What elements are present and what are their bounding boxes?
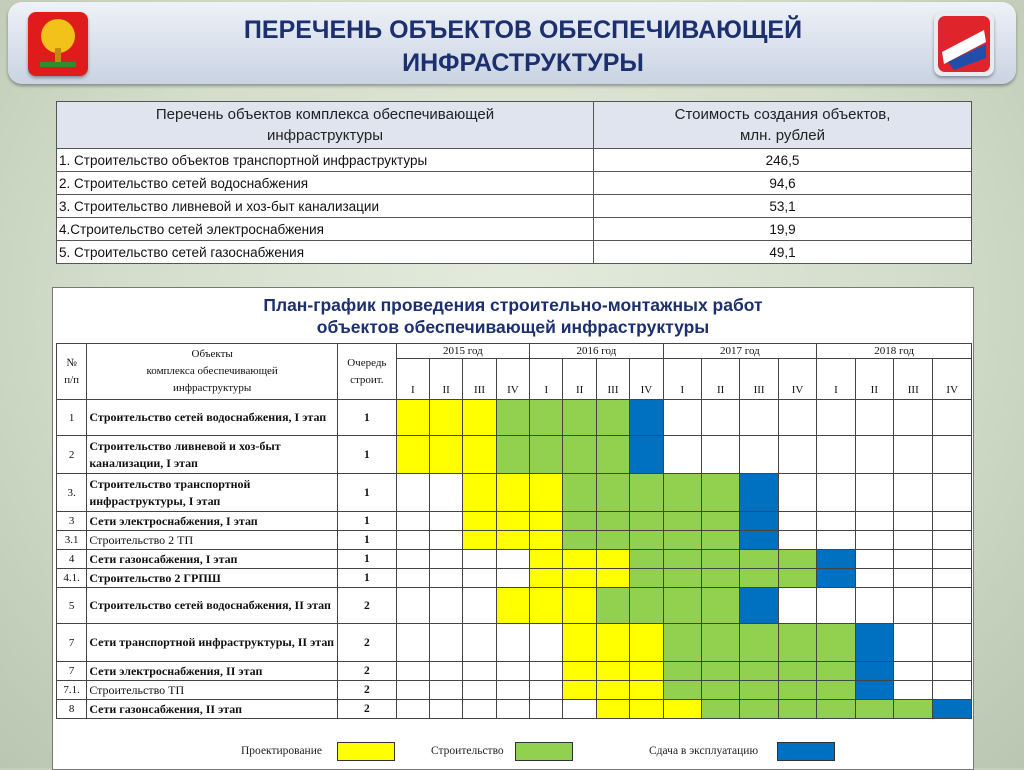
row-object-name: Строительство ТП	[87, 681, 338, 700]
schedule-row	[57, 531, 972, 550]
schedule-cell-empty	[778, 400, 816, 436]
legend-commissioning-label: Сдача в эксплуатацию	[649, 745, 759, 757]
row-order: 1	[338, 569, 397, 588]
quarter-header: I	[530, 359, 563, 400]
schedule-cell-empty	[396, 569, 429, 588]
schedule-cell-construction	[630, 512, 663, 531]
schedule-cell-empty	[855, 550, 893, 569]
schedule-cell-empty	[817, 474, 855, 512]
table-row	[57, 241, 972, 264]
quarter-header: III	[894, 359, 933, 400]
schedule-cell-construction	[496, 400, 529, 436]
cost-row-value: 49,1	[594, 241, 972, 264]
table-row	[57, 195, 972, 218]
schedule-title: План-график проведения строительно-монтажных работ объектов обеспечивающей инфраструктуры	[263, 295, 763, 337]
schedule-cell-empty	[663, 436, 701, 474]
schedule-cell-empty	[894, 662, 933, 681]
row-object-name: Строительство транспортной инфраструктуры, I этап	[87, 474, 338, 512]
schedule-cell-empty	[430, 474, 463, 512]
schedule-cell-empty	[463, 681, 496, 700]
row-number: 4.1.	[57, 569, 87, 588]
schedule-cell-commissioning	[855, 681, 893, 700]
quarter-header: II	[563, 359, 596, 400]
schedule-cell-empty	[855, 531, 893, 550]
schedule-cell-empty	[933, 550, 972, 569]
schedule-cell-empty	[430, 512, 463, 531]
schedule-cell-construction	[630, 531, 663, 550]
row-object-name: Сети электроснабжения, I этап	[87, 512, 338, 531]
schedule-cell-construction	[894, 700, 933, 719]
schedule-cell-design	[630, 681, 663, 700]
schedule-cell-construction	[563, 400, 596, 436]
row-order: 2	[338, 588, 397, 624]
schedule-cell-design	[596, 662, 629, 681]
row-order: 2	[338, 700, 397, 719]
schedule-cell-construction	[663, 512, 701, 531]
schedule-cell-empty	[530, 662, 563, 681]
row-order: 1	[338, 436, 397, 474]
legend	[53, 742, 973, 762]
schedule-cell-commissioning	[933, 700, 972, 719]
schedule-cell-construction	[496, 436, 529, 474]
schedule-cell-construction	[701, 700, 739, 719]
schedule-cell-construction	[596, 474, 629, 512]
quarter-header: I	[396, 359, 429, 400]
cost-row-name: 2. Строительство сетей водоснабжения	[57, 172, 594, 195]
schedule-cell-commissioning	[740, 474, 778, 512]
schedule-cell-empty	[496, 569, 529, 588]
schedule-row	[57, 400, 972, 436]
schedule-cell-construction	[740, 624, 778, 662]
schedule-cell-design	[663, 700, 701, 719]
schedule-cell-design	[630, 700, 663, 719]
schedule-cell-construction	[663, 662, 701, 681]
schedule-cell-empty	[894, 531, 933, 550]
schedule-cell-design	[596, 569, 629, 588]
legend-design-swatch	[337, 742, 395, 761]
schedule-cell-design	[630, 662, 663, 681]
schedule-cell-design	[530, 512, 563, 531]
cost-row-value: 94,6	[594, 172, 972, 195]
schedule-cell-empty	[933, 474, 972, 512]
schedule-cell-empty	[496, 700, 529, 719]
schedule-row	[57, 474, 972, 512]
schedule-cell-commissioning	[740, 512, 778, 531]
row-object-name: Сети транспортной инфраструктуры, II этап	[87, 624, 338, 662]
schedule-cell-empty	[430, 569, 463, 588]
quarter-header: IV	[778, 359, 816, 400]
row-order: 2	[338, 681, 397, 700]
schedule-cell-empty	[740, 400, 778, 436]
schedule-cell-construction	[778, 624, 816, 662]
schedule-cell-empty	[396, 512, 429, 531]
row-number: 7	[57, 624, 87, 662]
schedule-cell-empty	[894, 512, 933, 531]
row-number: 7.1.	[57, 681, 87, 700]
row-order: 1	[338, 474, 397, 512]
schedule-cell-empty	[817, 400, 855, 436]
schedule-cell-design	[596, 681, 629, 700]
quarter-header: I	[663, 359, 701, 400]
schedule-cell-empty	[430, 550, 463, 569]
row-number: 3	[57, 512, 87, 531]
schedule-row	[57, 550, 972, 569]
schedule-cell-empty	[496, 681, 529, 700]
schedule-cell-construction	[663, 588, 701, 624]
schedule-cell-empty	[396, 550, 429, 569]
legend-construction-label: Строительство	[431, 745, 504, 757]
schedule-cell-empty	[933, 624, 972, 662]
schedule-cell-empty	[817, 531, 855, 550]
schedule-cell-construction	[663, 474, 701, 512]
table-row	[57, 149, 972, 172]
schedule-cell-design	[563, 569, 596, 588]
legend-commissioning-swatch	[777, 742, 835, 761]
schedule-cell-commissioning	[630, 400, 663, 436]
row-order: 1	[338, 400, 397, 436]
schedule-cell-empty	[933, 569, 972, 588]
schedule-cell-commissioning	[855, 624, 893, 662]
schedule-cell-commissioning	[740, 531, 778, 550]
schedule-cell-construction	[701, 681, 739, 700]
row-order: 1	[338, 550, 397, 569]
schedule-cell-design	[563, 550, 596, 569]
cost-table-col-objects: Перечень объектов комплекса обеспечивающей инфраструктуры	[57, 102, 594, 149]
schedule-cell-design	[463, 531, 496, 550]
schedule-cell-design	[530, 531, 563, 550]
schedule-cell-empty	[530, 681, 563, 700]
year-header: 2016 год	[530, 344, 663, 359]
row-object-name: Строительство 2 ГРПШ	[87, 569, 338, 588]
schedule-cell-design	[596, 624, 629, 662]
row-object-name: Сети газонсабжения, II этап	[87, 700, 338, 719]
schedule-cell-empty	[855, 588, 893, 624]
schedule-cell-construction	[701, 624, 739, 662]
schedule-cell-empty	[894, 681, 933, 700]
schedule-cell-design	[496, 531, 529, 550]
col-order-header: Очередь строит.	[338, 344, 397, 400]
row-number: 8	[57, 700, 87, 719]
schedule-cell-design	[463, 436, 496, 474]
schedule-cell-construction	[701, 474, 739, 512]
schedule-cell-construction	[701, 662, 739, 681]
schedule-cell-empty	[496, 550, 529, 569]
schedule-cell-empty	[855, 569, 893, 588]
schedule-cell-empty	[396, 531, 429, 550]
schedule-cell-empty	[933, 436, 972, 474]
schedule-cell-construction	[663, 569, 701, 588]
schedule-cell-empty	[894, 436, 933, 474]
title-banner	[8, 2, 1016, 84]
schedule-cell-design	[430, 436, 463, 474]
schedule-row	[57, 436, 972, 474]
schedule-cell-design	[396, 436, 429, 474]
schedule-row	[57, 512, 972, 531]
schedule-cell-empty	[430, 700, 463, 719]
schedule-cell-construction	[701, 588, 739, 624]
schedule-cell-empty	[530, 624, 563, 662]
cost-table-col-cost: Стоимость создания объектов, млн. рублей	[594, 102, 972, 149]
schedule-cell-empty	[778, 531, 816, 550]
legend-construction-swatch	[515, 742, 573, 761]
schedule-cell-empty	[817, 588, 855, 624]
year-header: 2018 год	[817, 344, 972, 359]
schedule-cell-construction	[778, 569, 816, 588]
schedule-cell-construction	[663, 531, 701, 550]
quarter-header: III	[463, 359, 496, 400]
schedule-cell-empty	[701, 400, 739, 436]
schedule-cell-design	[463, 400, 496, 436]
schedule-cell-empty	[396, 681, 429, 700]
schedule-cell-empty	[396, 588, 429, 624]
row-number: 5	[57, 588, 87, 624]
schedule-cell-construction	[778, 700, 816, 719]
schedule-cell-construction	[740, 700, 778, 719]
schedule-cell-construction	[701, 512, 739, 531]
schedule-cell-construction	[778, 550, 816, 569]
schedule-cell-empty	[430, 531, 463, 550]
schedule-cell-design	[496, 474, 529, 512]
schedule-cell-design	[630, 624, 663, 662]
schedule-cell-design	[530, 474, 563, 512]
year-header: 2015 год	[396, 344, 529, 359]
schedule-cell-design	[530, 588, 563, 624]
schedule-cell-empty	[933, 531, 972, 550]
schedule-cell-commissioning	[855, 662, 893, 681]
schedule-cell-design	[496, 588, 529, 624]
schedule-cell-construction	[855, 700, 893, 719]
schedule-cell-design	[430, 400, 463, 436]
schedule-cell-construction	[701, 569, 739, 588]
legend-design-label: Проектирование	[241, 745, 322, 757]
schedule-cell-empty	[430, 588, 463, 624]
schedule-cell-empty	[463, 624, 496, 662]
quarter-header: II	[430, 359, 463, 400]
page-title: ПЕРЕЧЕНЬ ОБЪЕКТОВ ОБЕСПЕЧИВАЮЩЕЙ ИНФРАСТРУКТУРЫ	[243, 16, 803, 77]
lipetsk-coat-of-arms-icon	[28, 12, 88, 76]
table-row	[57, 172, 972, 195]
col-objects-header: Объекты комплекса обеспечивающей инфраструктуры	[87, 344, 338, 400]
schedule-cell-construction	[630, 569, 663, 588]
schedule-cell-empty	[463, 569, 496, 588]
schedule-cell-empty	[563, 700, 596, 719]
schedule-cell-design	[596, 700, 629, 719]
schedule-cell-design	[396, 400, 429, 436]
schedule-cell-design	[596, 550, 629, 569]
schedule-cell-empty	[463, 588, 496, 624]
schedule-cell-empty	[430, 624, 463, 662]
schedule-cell-empty	[430, 681, 463, 700]
row-object-name: Строительство ливневой и хоз-быт канализации, I этап	[87, 436, 338, 474]
schedule-cell-empty	[817, 436, 855, 474]
row-number: 1	[57, 400, 87, 436]
schedule-cell-construction	[778, 681, 816, 700]
schedule-cell-design	[463, 474, 496, 512]
schedule-cell-empty	[855, 512, 893, 531]
schedule-cell-empty	[778, 436, 816, 474]
quarter-header: II	[855, 359, 893, 400]
schedule-cell-construction	[596, 588, 629, 624]
schedule-cell-empty	[933, 400, 972, 436]
schedule-cell-empty	[701, 436, 739, 474]
schedule-cell-empty	[496, 624, 529, 662]
schedule-cell-construction	[630, 474, 663, 512]
table-row	[57, 218, 972, 241]
schedule-cell-design	[563, 588, 596, 624]
quarter-header: IV	[630, 359, 663, 400]
schedule-cell-commissioning	[817, 550, 855, 569]
schedule-cell-construction	[817, 662, 855, 681]
schedule-cell-construction	[740, 550, 778, 569]
schedule-cell-construction	[778, 662, 816, 681]
row-object-name: Сети газонсабжения, I этап	[87, 550, 338, 569]
cost-row-value: 246,5	[594, 149, 972, 172]
schedule-cell-construction	[563, 512, 596, 531]
schedule-cell-empty	[663, 400, 701, 436]
row-order: 1	[338, 531, 397, 550]
year-header: 2017 год	[663, 344, 817, 359]
schedule-cell-design	[530, 550, 563, 569]
schedule-cell-empty	[894, 400, 933, 436]
schedule-cell-construction	[663, 624, 701, 662]
row-object-name: Строительство сетей водоснабжения, II этап	[87, 588, 338, 624]
schedule-cell-construction	[740, 569, 778, 588]
schedule-cell-empty	[396, 474, 429, 512]
schedule-cell-construction	[663, 550, 701, 569]
cost-row-name: 3. Строительство ливневой и хоз-быт канализации	[57, 195, 594, 218]
row-number: 2	[57, 436, 87, 474]
cost-row-value: 53,1	[594, 195, 972, 218]
schedule-cell-empty	[740, 436, 778, 474]
schedule-cell-empty	[430, 662, 463, 681]
schedule-cell-commissioning	[740, 588, 778, 624]
schedule-cell-construction	[663, 681, 701, 700]
schedule-cell-empty	[778, 474, 816, 512]
schedule-cell-construction	[596, 512, 629, 531]
schedule-cell-construction	[817, 624, 855, 662]
quarter-header: III	[596, 359, 629, 400]
schedule-cell-empty	[778, 588, 816, 624]
schedule-cell-empty	[463, 700, 496, 719]
schedule-cell-empty	[933, 588, 972, 624]
quarter-header: III	[740, 359, 778, 400]
quarter-header: I	[817, 359, 855, 400]
row-number: 7	[57, 662, 87, 681]
schedule-cell-empty	[817, 512, 855, 531]
schedule-cell-commissioning	[630, 436, 663, 474]
schedule-cell-empty	[396, 700, 429, 719]
quarter-header: II	[701, 359, 739, 400]
schedule-cell-construction	[701, 550, 739, 569]
quarter-header: IV	[933, 359, 972, 400]
row-order: 2	[338, 624, 397, 662]
schedule-cell-empty	[463, 550, 496, 569]
schedule-cell-empty	[894, 588, 933, 624]
schedule-year-row	[57, 344, 972, 359]
row-number: 4	[57, 550, 87, 569]
row-object-name: Сети электроснабжения, II этап	[87, 662, 338, 681]
schedule-cell-construction	[530, 436, 563, 474]
row-number: 3.1	[57, 531, 87, 550]
schedule-row	[57, 681, 972, 700]
schedule-cell-construction	[701, 531, 739, 550]
schedule-row	[57, 624, 972, 662]
schedule-cell-empty	[778, 512, 816, 531]
row-order: 1	[338, 512, 397, 531]
schedule-cell-design	[563, 624, 596, 662]
schedule-cell-design	[496, 512, 529, 531]
schedule-cell-design	[563, 681, 596, 700]
schedule-cell-empty	[933, 681, 972, 700]
schedule-cell-design	[563, 662, 596, 681]
schedule-cell-empty	[855, 474, 893, 512]
schedule-cell-empty	[396, 624, 429, 662]
quarter-header: IV	[496, 359, 529, 400]
schedule-cell-construction	[596, 436, 629, 474]
schedule-cell-empty	[530, 700, 563, 719]
schedule-cell-construction	[596, 531, 629, 550]
schedule-cell-empty	[894, 474, 933, 512]
schedule-cell-empty	[463, 662, 496, 681]
schedule-cell-construction	[630, 550, 663, 569]
schedule-cell-construction	[530, 400, 563, 436]
schedule-cell-construction	[563, 436, 596, 474]
schedule-cell-design	[530, 569, 563, 588]
schedule-table	[56, 343, 972, 719]
schedule-row	[57, 569, 972, 588]
schedule-cell-empty	[933, 662, 972, 681]
row-number: 3.	[57, 474, 87, 512]
cost-row-name: 4.Строительство сетей электроснабжения	[57, 218, 594, 241]
cost-row-name: 5. Строительство сетей газоснабжения	[57, 241, 594, 264]
col-number-header: № п/п	[57, 344, 87, 400]
schedule-cell-empty	[933, 512, 972, 531]
row-object-name: Строительство 2 ТП	[87, 531, 338, 550]
schedule-row	[57, 700, 972, 719]
cost-row-value: 19,9	[594, 218, 972, 241]
schedule-cell-empty	[855, 400, 893, 436]
schedule-cell-design	[463, 512, 496, 531]
schedule-cell-construction	[740, 662, 778, 681]
schedule-panel	[52, 287, 974, 770]
schedule-row	[57, 588, 972, 624]
schedule-cell-construction	[630, 588, 663, 624]
red-white-blue-emblem-icon	[934, 12, 994, 76]
schedule-cell-construction	[596, 400, 629, 436]
schedule-cell-empty	[396, 662, 429, 681]
cost-table	[56, 101, 972, 264]
schedule-cell-construction	[817, 700, 855, 719]
schedule-cell-construction	[740, 681, 778, 700]
schedule-row	[57, 662, 972, 681]
schedule-cell-construction	[563, 531, 596, 550]
row-order: 2	[338, 662, 397, 681]
schedule-cell-empty	[894, 624, 933, 662]
cost-table-header	[57, 102, 972, 149]
schedule-cell-empty	[496, 662, 529, 681]
schedule-cell-empty	[855, 436, 893, 474]
schedule-cell-construction	[563, 474, 596, 512]
schedule-cell-empty	[894, 569, 933, 588]
schedule-cell-commissioning	[817, 569, 855, 588]
schedule-cell-construction	[817, 681, 855, 700]
row-object-name: Строительство сетей водоснабжения, I этап	[87, 400, 338, 436]
schedule-cell-empty	[894, 550, 933, 569]
cost-row-name: 1. Строительство объектов транспортной инфраструктуры	[57, 149, 594, 172]
